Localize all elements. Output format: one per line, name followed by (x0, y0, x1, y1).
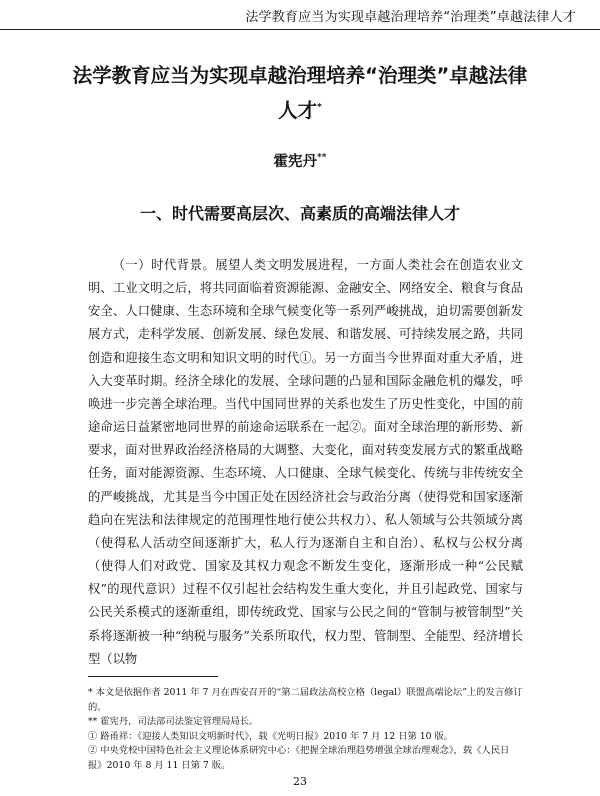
footnote: * 本文是依据作者 2011 年 7 月在西安召开的“第二届政法高校立格（legal）联盟高端论坛”上的发言修订的。 (88, 687, 523, 713)
footnotes (88, 686, 523, 774)
page-number: 23 (293, 775, 307, 788)
author-footnote-marker: ** (317, 153, 327, 164)
body-paragraph: （一）时代背景。展望人类文明发展进程，一方面人类社会在创造农业文明、工业文明之后，将共同面临着资源能源、金融安全、网络安全、粮食与食品安全、人口健康、生态环境和全球气候变化等一系列严峻挑战，迫切需要创新发展方式，走科学发展、创新发展、绿色发展、和谐发展、可持续发展之路，共同创造和迎接生态文明和知识文明的时代①。另一方面当今世界面对重大矛盾，进入大变革时期。经济全球化的发展、全球问题的凸显和国际金融危机的爆发，呼唤进一步完善全球治理。当代中国同世界的关系也发生了历史性变化，中国的前途命运日益紧密地同世界的前途命运联系在一起②。面对全球治理的新形势、新要求，面对世界政治经济格局的大调整、大变化，面对转变发展方式的繁重战略任务，面对能源资源、生态环境、人口健康、全球气候变化、传统与非传统安全的严峻挑战，尤其是当今中国正处在因经济社会与政治分离（使得党和国家逐渐趋向在宪法和法律规定的范围理性地行使公共权力）、私人领域与公共领域分离（使得私人活动空间逐渐扩大，私人行为逐渐自主和自治）、私权与公权分离（使得人们对政党、国家及其权力观念不断发生变化，逐渐形成一种“公民赋权”的现代意识）过程不仅引起社会结构发生重大变化，并且引起政党、国家与公民关系模式的逐渐重组，即传统政党、国家与公民之间的“管制与被管制型”关系将逐渐被一种“纳税与服务”关系所取代，权力型、管制型、全能型、经济增长型（以物 (88, 258, 523, 666)
section-heading: 一、时代需要高层次、高素质的高端法律人才 (139, 204, 460, 223)
title-text: 法学教育应当为实现卓越治理培养“治理类”卓越法律人才 (72, 64, 528, 122)
author-line (0, 150, 600, 171)
running-header (0, 0, 600, 30)
author-name: 霍宪丹 (273, 153, 318, 170)
footnote: ② 中央党校中国特色社会主义理论体系研究中心：《把握全球治理趋势增强全球治理观念》，载《人民日报》2010 年 8 月 11 日第 7 版。 (88, 745, 510, 771)
running-header-text: 法学教育应当为实现卓越治理培养“治理类”卓越法律人才 (245, 10, 576, 25)
footnote: ** 霍宪丹，司法部司法鉴定管理局局长。 (88, 716, 259, 728)
footnote-separator (88, 676, 218, 677)
title-footnote-marker: * (317, 102, 322, 113)
footnote: ① 路甬祥：《迎接人类知识文明新时代》，载《光明日报》2010 年 7 月 12 日第 10 版。 (88, 730, 454, 742)
article-title (70, 58, 530, 128)
